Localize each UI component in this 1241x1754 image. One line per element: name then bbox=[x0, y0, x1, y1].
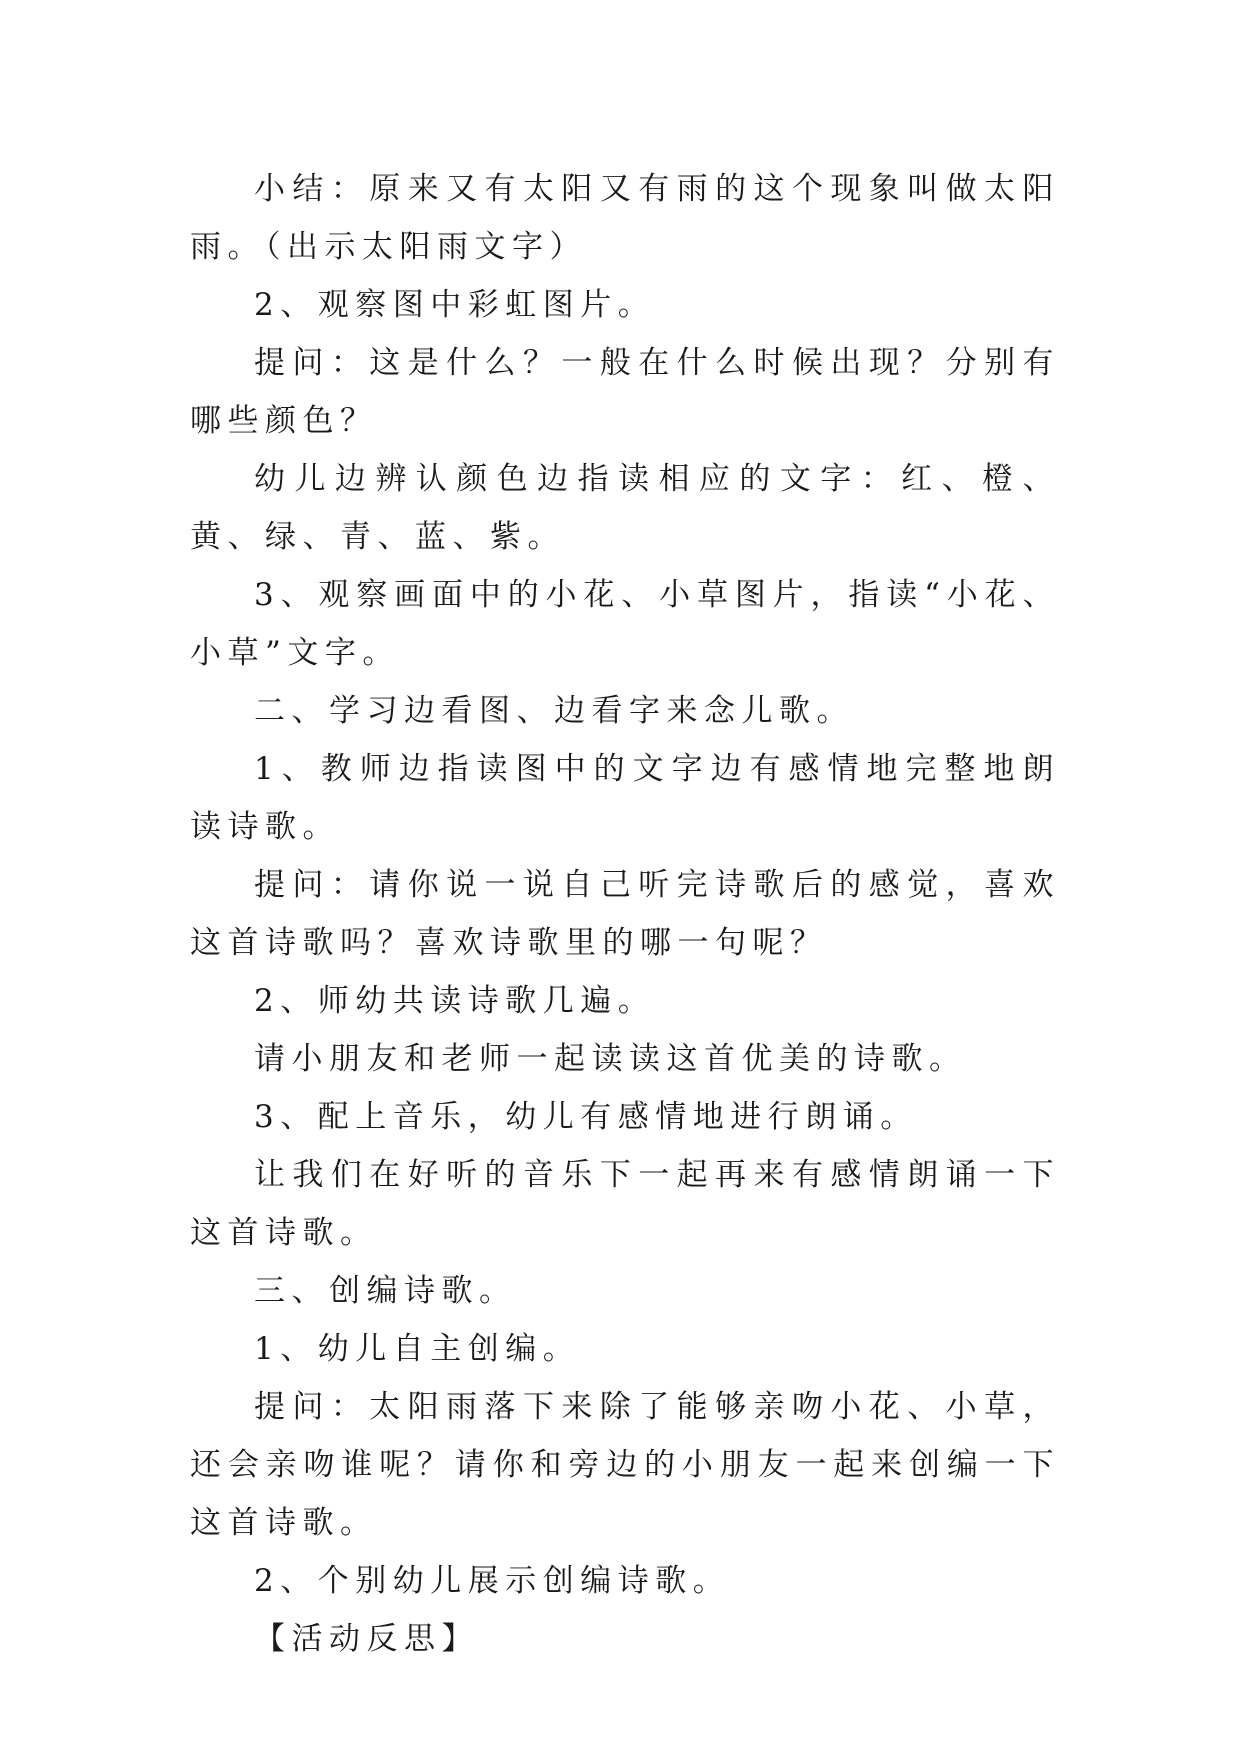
paragraph-question-rainbow: 提问：这是什么？一般在什么时候出现？分别有哪些颜色？ bbox=[190, 345, 1060, 439]
paragraph-reflection-heading: 【活动反思】 bbox=[254, 1621, 479, 1657]
paragraph-recite-with-music: 让我们在好听的音乐下一起再来有感情朗诵一下这首诗歌。 bbox=[190, 1157, 1060, 1251]
paragraph-question-create: 提问：太阳雨落下来除了能够亲吻小花、小草，还会亲吻谁呢？请你和旁边的小朋友一起来创编一下这首诗歌。 bbox=[190, 1389, 1060, 1541]
paragraph-section-3-heading: 三、创编诗歌。 bbox=[254, 1273, 517, 1309]
paragraph-step-2-read-together: 2、师幼共读诗歌几遍。 bbox=[254, 983, 656, 1019]
document-body bbox=[190, 160, 1060, 1668]
paragraph-step-1-teacher-reading: 1、教师边指读图中的文字边有感情地完整地朗读诗歌。 bbox=[190, 751, 1060, 845]
paragraph-step-1-create: 1、幼儿自主创编。 bbox=[254, 1331, 581, 1367]
paragraph-step-2-rainbow: 2、观察图中彩虹图片。 bbox=[254, 287, 656, 323]
paragraph-summary: 小结：原来又有太阳又有雨的这个现象叫做太阳雨。（出示太阳雨文字） bbox=[190, 171, 1060, 265]
paragraph-invite-reading: 请小朋友和老师一起读读这首优美的诗歌。 bbox=[254, 1041, 967, 1077]
paragraph-step-3-music: 3、配上音乐，幼儿有感情地进行朗诵。 bbox=[254, 1099, 918, 1135]
paragraph-colors: 幼儿边辨认颜色边指读相应的文字：红、橙、黄、绿、青、蓝、紫。 bbox=[190, 461, 1060, 555]
paragraph-question-feelings: 提问：请你说一说自己听完诗歌后的感觉，喜欢这首诗歌吗？喜欢诗歌里的哪一句呢？ bbox=[190, 867, 1060, 961]
paragraph-step-3-flowers: 3、观察画面中的小花、小草图片，指读“小花、小草”文字。 bbox=[190, 577, 1060, 671]
paragraph-step-2-show: 2、个别幼儿展示创编诗歌。 bbox=[254, 1563, 731, 1599]
paragraph-section-2-heading: 二、学习边看图、边看字来念儿歌。 bbox=[254, 693, 854, 729]
